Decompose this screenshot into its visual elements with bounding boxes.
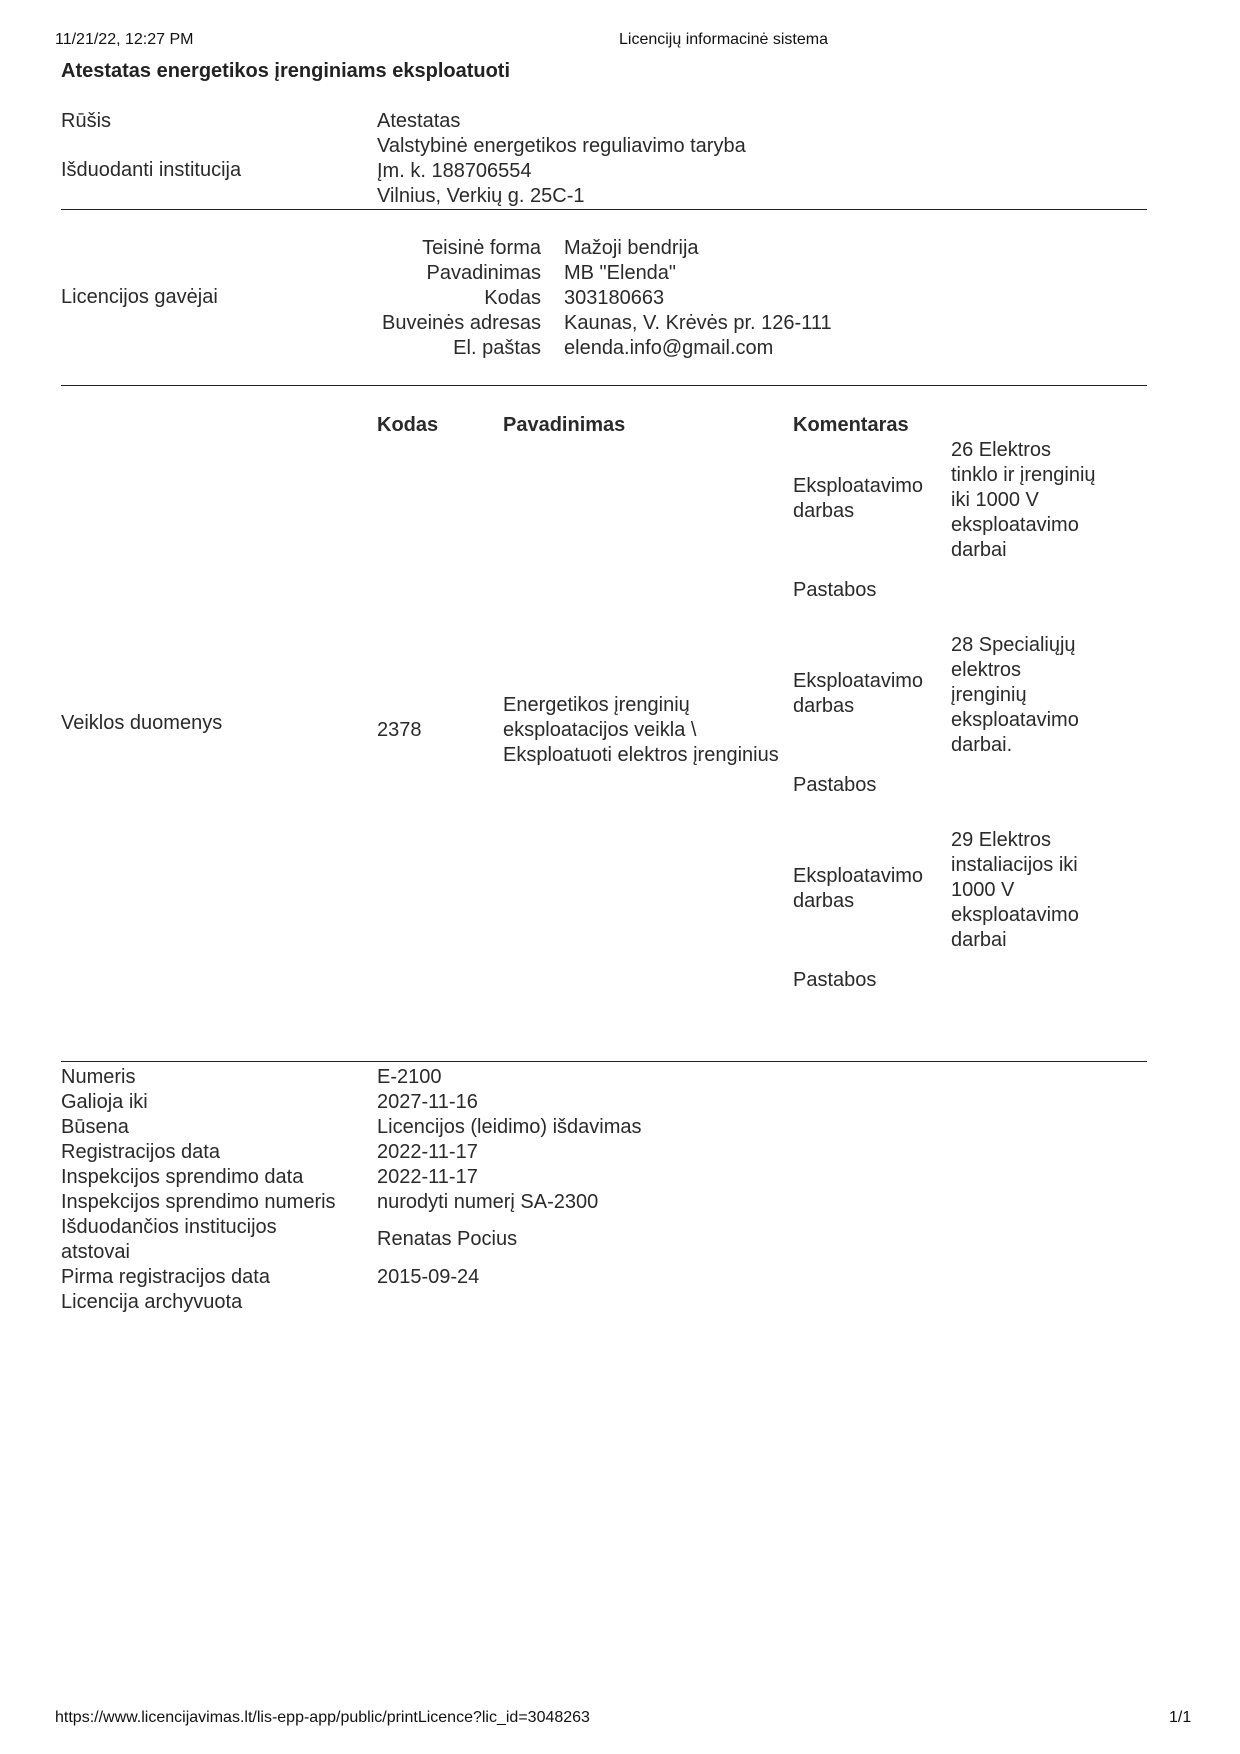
activity-code: 2378 xyxy=(377,719,422,741)
institution-value xyxy=(377,134,746,209)
recipients-label: Licencijos gavėjai xyxy=(61,286,218,308)
detail-value: 2022-11-17 xyxy=(377,1166,478,1188)
recipient-field-value: Kaunas, V. Krėvės pr. 126-111 xyxy=(564,312,832,334)
detail-values xyxy=(377,1065,642,1215)
work-value-line: 1000 V xyxy=(951,879,1015,901)
detail-label: atstovai xyxy=(61,1241,130,1263)
institution-line: Vilnius, Verkių g. 25C-1 xyxy=(377,185,585,207)
activity-name-line: eksploatacijos veikla \ xyxy=(503,719,697,741)
work-value-line: 26 Elektros xyxy=(951,439,1052,461)
detail-labels xyxy=(61,1065,336,1315)
rusis-value: Atestatas xyxy=(377,110,461,132)
detail-value-representative: Renatas Pocius xyxy=(377,1228,518,1250)
work-value-line: elektros xyxy=(951,659,1022,681)
document-title: Atestatas energetikos įrenginiams eksploatuoti xyxy=(61,60,511,82)
work-notes-label: Pastabos xyxy=(793,969,877,991)
work-value-line: instaliacijos iki xyxy=(951,854,1078,876)
detail-value: 2027-11-16 xyxy=(377,1091,478,1113)
recipient-field-value: Mažoji bendrija xyxy=(564,237,699,259)
work-value-line: darbai xyxy=(951,539,1007,561)
recipient-field-label: El. paštas xyxy=(453,337,541,359)
work-label-line: darbas xyxy=(793,500,855,522)
detail-label: Būsena xyxy=(61,1116,129,1138)
activity-name-line: Energetikos įrenginių xyxy=(503,694,690,716)
work-label xyxy=(793,864,923,914)
detail-label: Numeris xyxy=(61,1066,136,1088)
institution-line: Įm. k. 188706554 xyxy=(377,160,532,182)
recipient-field-value: elenda.info@gmail.com xyxy=(564,337,774,359)
work-label xyxy=(793,669,923,719)
work-label-line: Eksploatavimo xyxy=(793,865,924,887)
detail-label: Galioja iki xyxy=(61,1091,148,1113)
activity-name-line: Eksploatuoti elektros įrenginius xyxy=(503,744,779,766)
recipient-field-labels xyxy=(360,236,541,361)
work-value xyxy=(951,438,1096,563)
work-notes-label: Pastabos xyxy=(793,774,877,796)
recipient-field-value: 303180663 xyxy=(564,287,665,309)
work-value-line: tinklo ir įrenginių xyxy=(951,464,1096,486)
detail-value-first-registration: 2015-09-24 xyxy=(377,1266,480,1288)
page-url: https://www.licencijavimas.lt/lis-epp-app/public/printLicence?lic_id=3048263 xyxy=(55,1709,590,1726)
rusis-label: Rūšis xyxy=(61,110,112,132)
work-value-line: eksploatavimo xyxy=(951,514,1079,536)
detail-label: Inspekcijos sprendimo numeris xyxy=(61,1191,336,1213)
detail-label: Pirma registracijos data xyxy=(61,1266,270,1288)
detail-value: 2022-11-17 xyxy=(377,1141,478,1163)
work-value-line: 28 Specialiųjų xyxy=(951,634,1076,656)
detail-label: Registracijos data xyxy=(61,1141,220,1163)
institution-line: Valstybinė energetikos reguliavimo taryba xyxy=(377,135,746,157)
page-number: 1/1 xyxy=(1169,1709,1192,1726)
work-value-line: darbai. xyxy=(951,734,1013,756)
section-divider xyxy=(61,385,1147,386)
detail-value: Licencijos (leidimo) išdavimas xyxy=(377,1116,642,1138)
recipient-field-values xyxy=(564,236,832,361)
work-label-line: darbas xyxy=(793,695,855,717)
work-value-line: 29 Elektros xyxy=(951,829,1052,851)
detail-label: Išduodančios institucijos xyxy=(61,1216,277,1238)
work-notes-label: Pastabos xyxy=(793,579,877,601)
recipient-field-label: Kodas xyxy=(484,287,541,309)
col-header-comment: Komentaras xyxy=(793,414,909,436)
detail-label: Inspekcijos sprendimo data xyxy=(61,1166,304,1188)
section-divider xyxy=(61,209,1147,210)
work-label-line: darbas xyxy=(793,890,855,912)
work-value-line: eksploatavimo xyxy=(951,709,1079,731)
work-value-line: darbai xyxy=(951,929,1007,951)
recipient-field-label: Pavadinimas xyxy=(426,262,541,284)
work-label xyxy=(793,474,923,524)
work-value xyxy=(951,828,1079,953)
detail-label: Licencija archyvuota xyxy=(61,1291,243,1313)
col-header-name: Pavadinimas xyxy=(503,414,626,436)
work-label-line: Eksploatavimo xyxy=(793,670,924,692)
section-divider xyxy=(61,1061,1147,1062)
work-value xyxy=(951,633,1079,758)
detail-value: nurodyti numerį SA-2300 xyxy=(377,1191,599,1213)
work-value-line: eksploatavimo xyxy=(951,904,1079,926)
recipient-field-label: Buveinės adresas xyxy=(382,312,541,334)
work-value-line: iki 1000 V xyxy=(951,489,1039,511)
recipient-field-value: MB "Elenda" xyxy=(564,262,677,284)
institution-label: Išduodanti institucija xyxy=(61,159,242,181)
recipient-field-label: Teisinė forma xyxy=(422,237,541,259)
print-datetime: 11/21/22, 12:27 PM xyxy=(55,31,194,48)
activity-name xyxy=(503,693,779,768)
detail-value: E-2100 xyxy=(377,1066,442,1088)
work-value-line: įrenginių xyxy=(951,684,1027,706)
activity-label: Veiklos duomenys xyxy=(61,712,223,734)
work-label-line: Eksploatavimo xyxy=(793,475,924,497)
col-header-code: Kodas xyxy=(377,414,439,436)
site-title: Licencijų informacinė sistema xyxy=(619,31,828,48)
